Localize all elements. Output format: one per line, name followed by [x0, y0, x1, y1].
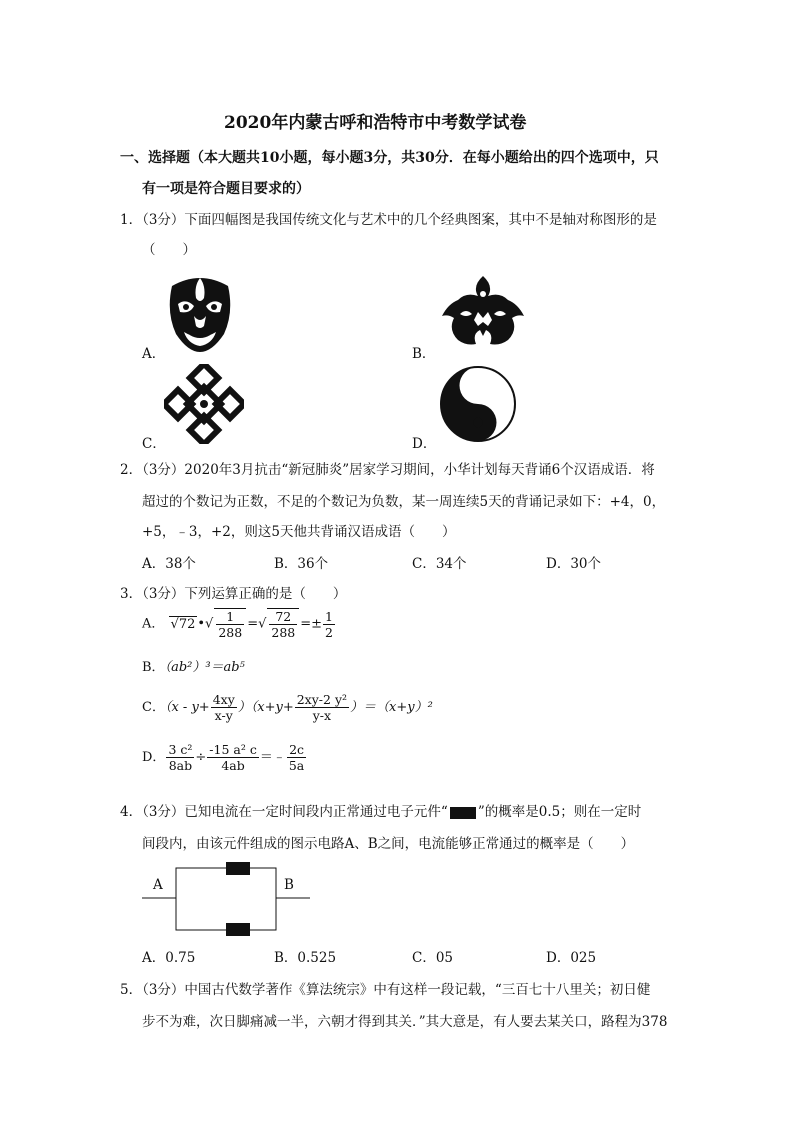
divide: ÷ — [195, 750, 207, 765]
element-symbol-icon — [450, 807, 476, 819]
circuit-label-b: B — [284, 877, 294, 893]
q5-stem-line2: 步不为难，次日脚痛减一半，六朝才得到其关．”其大意是，有人要去某关口，路程为378 — [142, 1014, 668, 1030]
opera-mask-icon — [164, 272, 236, 354]
q3-d-label: D． — [142, 750, 166, 765]
equals: = — [247, 616, 259, 632]
q2-option-d[interactable]: D．30个 — [546, 556, 602, 572]
sqrt-fraction-2: √ $\frac{72}{288}$ — [258, 608, 300, 640]
q4-stem-part1: 4．（3分）已知电流在一定时间段内正常通过电子元件“ — [120, 804, 448, 820]
circuit-diagram — [142, 860, 312, 940]
q1-option-c[interactable]: C． — [142, 436, 166, 452]
q3-option-a[interactable] — [142, 608, 336, 640]
q4-stem-line1 — [120, 800, 641, 820]
sqrt-72: √72 — [170, 617, 196, 632]
section-heading-line2: 有一项是符合题目要求的） — [142, 181, 310, 197]
q2-stem-line1: 2．（3分）2020年3月抗击“新冠肺炎”居家学习期间，小华计划每天背诵6个汉语成语．将 — [120, 462, 655, 478]
q3-d-fraction2: $\frac{\text{-15 a² c}}{4ab}$ — [209, 742, 257, 773]
plus-minus: =± — [300, 616, 323, 632]
q2-option-b[interactable]: B．36个 — [274, 556, 329, 572]
q4-option-a[interactable]: A．0.75 — [142, 950, 196, 966]
yin-yang-icon — [438, 364, 518, 444]
q3-b-expression: （ab²）³＝ab⁵ — [164, 660, 245, 675]
q3-stem: 3．（3分）下列运算正确的是（ ） — [120, 586, 347, 602]
q3-c-fraction2: $\frac{\text{2xy-2 y²}}{y-x}$ — [296, 692, 348, 723]
q3-option-c[interactable] — [142, 692, 433, 723]
q4-option-d[interactable]: D．025 — [546, 950, 597, 966]
exam-title: 2020年内蒙古呼和浩特市中考数学试卷 — [224, 113, 527, 133]
q3-option-b[interactable] — [142, 656, 245, 675]
q2-stem-line2: 超过的个数记为正数，不足的个数记为负数，某一周连续5天的背诵记录如下：+4，0， — [142, 494, 666, 510]
q4-stem-line2: 间段内，由该元件组成的图示电路A、B之间，电流能够正常通过的概率是（ ） — [142, 836, 635, 852]
section-heading-line1: 一、选择题（本大题共10小题，每小题3分，共30分．在每小题给出的四个选项中，只 — [120, 150, 659, 166]
sqrt-fraction-1: √ $\frac{1}{288}$ — [205, 608, 247, 640]
q4-option-c[interactable]: C．05 — [412, 950, 454, 966]
q3-c-label: C． — [142, 700, 165, 715]
q3-c-fraction1: $\frac{4xy}{x-y}$ — [212, 692, 235, 723]
q4-option-b[interactable]: B．0.525 — [274, 950, 337, 966]
dot: • — [197, 616, 206, 632]
ornament-pattern-icon — [438, 274, 528, 354]
circuit-element-top — [226, 862, 250, 875]
q2-option-a[interactable]: A．38个 — [142, 556, 196, 572]
q2-stem-line3: +5，﹣3，+2，则这5天他共背诵汉语成语（ ） — [142, 524, 456, 540]
q1-stem-line1: 1．（3分）下面四幅图是我国传统文化与艺术中的几个经典图案，其中不是轴对称图形的是 — [120, 212, 657, 228]
q3-c-part1: （x - y+ — [164, 700, 210, 715]
q1-option-b[interactable]: B． — [412, 346, 436, 362]
q4-stem-part2: ”的概率是0.5；则在一定时 — [477, 804, 642, 820]
q3-a-label: A． — [142, 616, 165, 632]
knot-pattern-icon — [164, 364, 244, 444]
q3-d-fraction3: $\frac{2c}{5a}$ — [288, 742, 305, 773]
circuit-element-bottom — [226, 923, 250, 936]
q3-option-d[interactable] — [142, 742, 307, 773]
q3-d-fraction1: $\frac{\text{3 c²}}{8ab}$ — [168, 742, 193, 773]
fraction-half: $\frac{1}{2}$ — [325, 608, 333, 640]
circuit-label-a: A — [153, 877, 163, 893]
q1-option-a[interactable]: A． — [142, 346, 166, 362]
q5-stem-line1: 5．（3分）中国古代数学著作《算法统宗》中有这样一段记载，“三百七十八里关；初日健 — [120, 982, 651, 998]
q1-option-d[interactable]: D． — [412, 436, 437, 452]
q3-c-part2: ）（x+y+ — [237, 700, 294, 715]
equals-minus: ＝﹣ — [259, 750, 286, 765]
q1-stem-line2: （ ） — [142, 242, 196, 258]
q3-c-part3: ）＝（x+y）² — [350, 700, 433, 715]
q3-b-label: B． — [142, 660, 165, 675]
q2-option-c[interactable]: C．34个 — [412, 556, 467, 572]
